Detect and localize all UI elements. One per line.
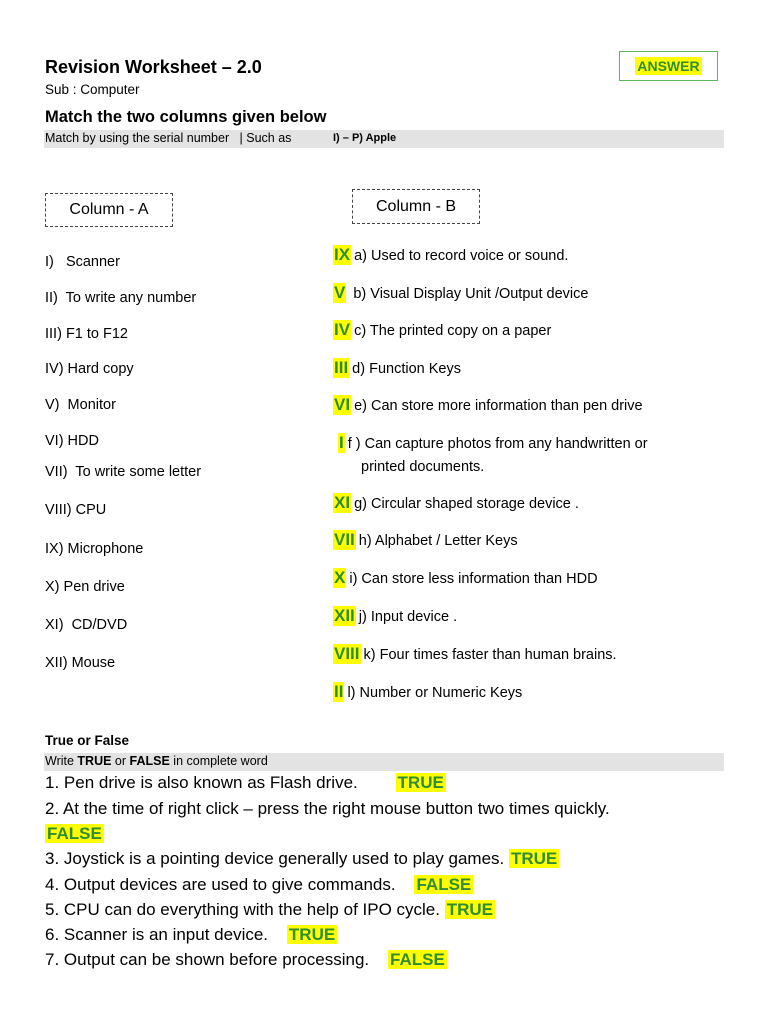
- match-answer: IV: [334, 320, 351, 339]
- match-instruction: Match by using the serial number | Such as: [45, 131, 292, 145]
- column-b-item: [333, 320, 551, 340]
- instruction-true: TRUE: [77, 754, 112, 768]
- column-b-item: [333, 395, 643, 415]
- instruction-post: in complete word: [169, 754, 268, 768]
- true-false-item: [45, 900, 495, 920]
- column-b-text: l) Number or Numeric Keys: [347, 685, 523, 701]
- column-a-item: XI) CD/DVD: [45, 617, 128, 633]
- true-false-answer: TRUE: [397, 773, 444, 792]
- column-b-text: k) Four times faster than human brains.: [363, 647, 617, 663]
- column-b-item: [338, 433, 648, 453]
- column-b-item: [333, 682, 522, 702]
- true-false-answer: TRUE: [288, 925, 336, 944]
- column-a-item: VIII) CPU: [45, 502, 107, 518]
- true-false-item: [45, 773, 446, 793]
- match-answer: III: [334, 358, 349, 377]
- column-a-item: VI) HDD: [45, 433, 99, 449]
- match-answer: II: [334, 682, 344, 701]
- column-b-item: [333, 245, 568, 265]
- match-answer: VII: [334, 530, 355, 549]
- column-a-item: III) F1 to F12: [45, 326, 128, 342]
- column-b-text: c) The printed copy on a paper: [354, 323, 552, 339]
- column-a-title: Column - A: [69, 201, 149, 218]
- true-false-question: 2. At the time of right click – press the right mouse button two times quickly.: [45, 799, 610, 818]
- column-b-item: [333, 644, 617, 664]
- true-false-instruction-bar: [44, 753, 724, 771]
- match-answer: VI: [334, 395, 351, 414]
- true-false-answer: TRUE: [446, 900, 493, 919]
- true-false-question: 3. Joystick is a pointing device generally used to play games.: [45, 849, 509, 868]
- match-example: I) – P) Apple: [333, 132, 397, 144]
- true-false-question: 1. Pen drive is also known as Flash drive.: [45, 773, 396, 792]
- column-b-text: e) Can store more information than pen drive: [354, 398, 643, 414]
- match-answer: I: [339, 433, 344, 452]
- match-answer: X: [334, 568, 346, 587]
- column-b-text: d) Function Keys: [352, 361, 461, 377]
- true-false-item: [45, 875, 473, 895]
- column-a-item: IV) Hard copy: [45, 361, 134, 377]
- true-false-item-wrap: [45, 824, 104, 844]
- true-false-answer: FALSE: [47, 824, 102, 843]
- column-a-item: I) Scanner: [45, 254, 120, 270]
- answer-badge-label: ANSWER: [637, 58, 700, 74]
- column-b-item: [333, 283, 588, 303]
- match-answer: VIII: [334, 644, 360, 663]
- column-b-text: f ) Can capture photos from any handwritten or: [347, 436, 648, 452]
- match-instruction-bar: [44, 130, 724, 148]
- match-answer: XII: [334, 606, 355, 625]
- match-answer: XI: [334, 493, 351, 512]
- match-answer: IX: [334, 245, 351, 264]
- instruction-mid: or: [111, 754, 130, 768]
- column-b-text: h) Alphabet / Letter Keys: [358, 533, 518, 549]
- true-false-answer: FALSE: [390, 950, 445, 969]
- true-false-question: 4. Output devices are used to give commands.: [45, 875, 415, 894]
- true-false-answer: TRUE: [510, 849, 558, 868]
- column-b-title: Column - B: [375, 197, 457, 215]
- true-false-item: [45, 925, 337, 945]
- column-b-text: g) Circular shaped storage device .: [354, 496, 579, 512]
- column-b-text: j) Input device .: [358, 609, 458, 625]
- true-false-instruction: [45, 754, 268, 768]
- column-b-item: [333, 358, 461, 378]
- match-heading: Match the two columns given below: [45, 108, 327, 126]
- true-false-heading: True or False: [45, 733, 130, 748]
- column-b-item: [333, 493, 579, 513]
- true-false-question: 6. Scanner is an input device.: [45, 925, 287, 944]
- column-a-item: XII) Mouse: [45, 655, 116, 671]
- column-b-text: a) Used to record voice or sound.: [354, 248, 569, 264]
- true-false-item: [45, 849, 559, 869]
- column-a-item: V) Monitor: [45, 397, 116, 413]
- true-false-answer: FALSE: [416, 875, 472, 894]
- column-b-continuation: printed documents.: [361, 459, 485, 475]
- true-false-item: [45, 799, 610, 819]
- column-a-item: X) Pen drive: [45, 579, 125, 595]
- answer-badge: [619, 51, 718, 81]
- column-b-item: [333, 568, 598, 588]
- true-false-question: 7. Output can be shown before processing.: [45, 950, 389, 969]
- column-a-item: VII) To write some letter: [45, 464, 202, 480]
- match-answer: V: [334, 283, 346, 302]
- column-b-item: [333, 606, 457, 626]
- column-b-text: i) Can store less information than HDD: [349, 571, 598, 587]
- instruction-pre: Write: [45, 754, 78, 768]
- instruction-false: FALSE: [129, 754, 170, 768]
- column-b-item: [333, 530, 518, 550]
- column-a-item: II) To write any number: [45, 290, 197, 306]
- worksheet-title: Revision Worksheet – 2.0: [45, 57, 262, 77]
- column-b-text: b) Visual Display Unit /Output device: [349, 286, 589, 302]
- true-false-question: 5. CPU can do everything with the help of IPO cycle.: [45, 900, 445, 919]
- true-false-item: [45, 950, 447, 970]
- column-b-header: [352, 189, 480, 224]
- column-a-item: IX) Microphone: [45, 541, 144, 557]
- column-a-header: [45, 193, 173, 227]
- subject-label: Sub : Computer: [45, 82, 140, 97]
